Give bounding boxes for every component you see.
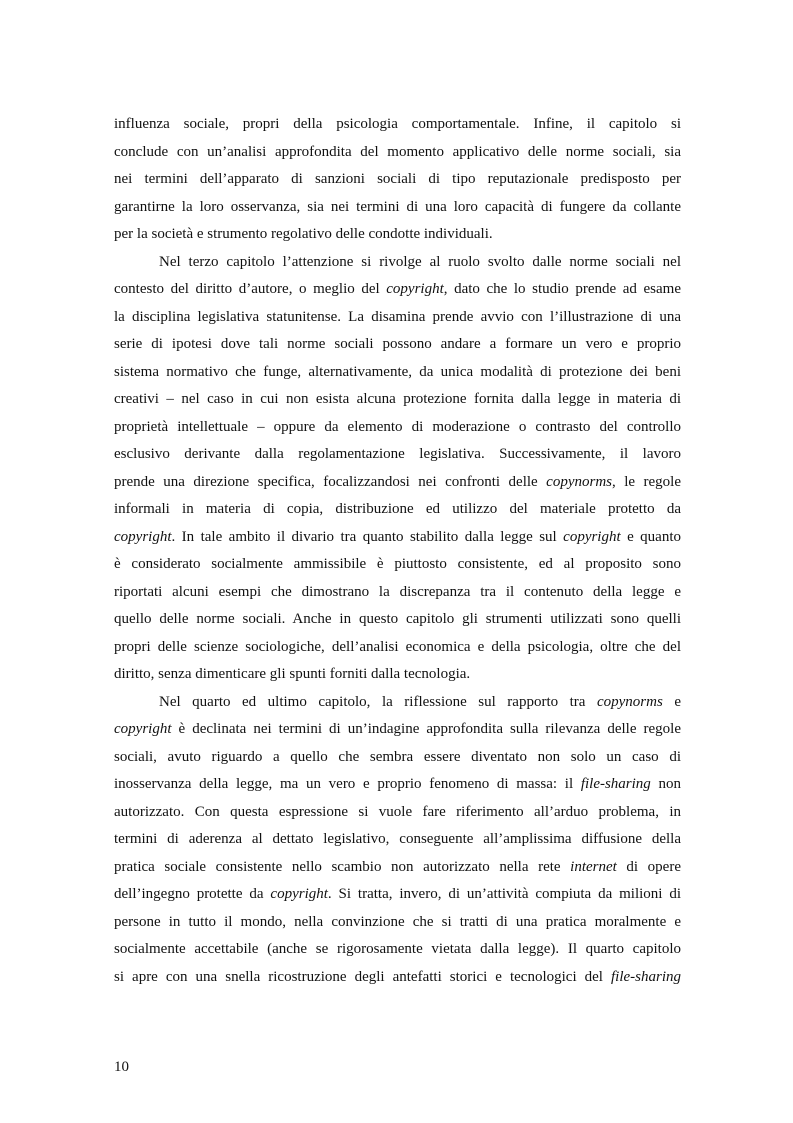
page-number: 10 [114, 1059, 129, 1075]
text-run: . Si tratta, invero, di un’attività compiuta da milioni di [327, 886, 681, 902]
text-run: è declinata nei termini di un’indagine approfondita sulla rilevanza delle regole [171, 721, 681, 737]
text-line [114, 689, 681, 717]
text-line [114, 386, 681, 414]
text-run: garantirne la loro osservanza, sia nei termini di una loro capacità di fungere da collante [114, 198, 681, 215]
text-line [114, 441, 681, 469]
text-run: creativi – nel caso in cui non esista alcuna protezione fornita dalla legge in materia di [114, 391, 681, 407]
paragraph [114, 689, 681, 992]
text-line [114, 469, 681, 497]
text-run: socialmente accettabile (anche se rigorosamente vietata dalla legge). Il quarto capitolo [114, 941, 681, 957]
text-line [114, 304, 681, 332]
text-run: di opere [616, 858, 681, 875]
text-run: propri delle scienze sociologiche, dell’analisi economica e della psicologia, oltre che del [114, 638, 681, 655]
text-line [114, 606, 681, 634]
paragraph [114, 111, 681, 249]
text-line [114, 634, 681, 662]
text-run: la disciplina legislativa statunitense. La disamina prende avvio con l’illustrazione di una [114, 308, 681, 325]
text-line [114, 139, 681, 167]
text-line [114, 551, 681, 579]
text-run: , le regole [612, 473, 681, 490]
text-run: Nel terzo capitolo l’attenzione si rivolge al ruolo svolto dalle norme sociali nel [159, 253, 681, 270]
text-line [114, 414, 681, 442]
text-run: contesto del diritto d’autore, o meglio del [114, 281, 387, 297]
text-run: e quanto [620, 528, 681, 545]
text-line [114, 496, 681, 524]
text-run: Nel quarto ed ultimo capitolo, la riflessione sul rapporto tra [159, 693, 597, 710]
paragraph [114, 249, 681, 689]
text-run: autorizzato. Con questa espressione si vuole fare riferimento all’arduo problema, in [114, 803, 681, 820]
text-run: proprietà intellettuale – oppure da elemento di moderazione o contrasto del controllo [114, 418, 681, 435]
text-run: è considerato socialmente ammissibile è piuttosto consistente, ed al proposito sono [114, 556, 681, 572]
text-run: conclude con un’analisi approfondita del momento applicativo delle norme sociali, sia [114, 143, 681, 160]
text-run: persone in tutto il mondo, nella convinzione che si tratti di una pratica moralmente e [114, 913, 681, 930]
text-line [114, 524, 681, 552]
text-line [114, 771, 681, 799]
text-run: si apre con una snella ricostruzione degli antefatti storici e tecnologici del [114, 968, 611, 985]
text-line [114, 799, 681, 827]
text-run: e [662, 693, 681, 710]
text-line [114, 716, 681, 744]
text-run: inosservanza della legge, ma un vero e proprio fenomeno di massa: il [114, 776, 581, 792]
italic-term: file-sharing [580, 776, 651, 792]
text-line [114, 221, 681, 249]
text-line [114, 936, 681, 964]
text-run: per la società e strumento regolativo delle condotte individuali. [114, 226, 493, 242]
text-run: sociali, avuto riguardo a quello che sembra essere diventato non solo un caso di [114, 748, 681, 765]
text-line [114, 826, 681, 854]
text-line [114, 194, 681, 222]
text-run: sistema normativo che funge, alternativamente, da unica modalità di protezione dei beni [114, 363, 681, 380]
italic-term: file-sharing [611, 968, 681, 985]
page-body [114, 111, 681, 991]
italic-term: copyright [114, 721, 172, 737]
text-run: . In tale ambito il divario tra quanto stabilito dalla legge sul [171, 528, 564, 545]
text-run: informali in materia di copia, distribuzione ed utilizzo del materiale protetto da [114, 501, 681, 517]
italic-term: copyright [270, 886, 328, 902]
text-line [114, 964, 681, 992]
text-line [114, 249, 681, 277]
text-run: , dato che lo studio prende ad esame [443, 281, 681, 297]
text-line [114, 579, 681, 607]
text-line [114, 111, 681, 139]
text-run: pratica sociale consistente nello scambio non autorizzato nella rete [114, 858, 571, 875]
text-line [114, 661, 681, 689]
italic-term: copynorms [596, 693, 663, 710]
text-run: quello delle norme sociali. Anche in questo capitolo gli strumenti utilizzati sono quelli [114, 611, 681, 627]
text-line [114, 166, 681, 194]
italic-term: internet [570, 858, 617, 875]
italic-term: copyright [563, 528, 621, 545]
text-run: esclusivo derivante dalla regolamentazione legislativa. Successivamente, il lavoro [114, 446, 681, 462]
text-run: prende una direzione specifica, focalizzandosi nei confronti delle [114, 473, 547, 490]
text-line [114, 854, 681, 882]
text-line [114, 331, 681, 359]
text-line [114, 359, 681, 387]
text-line [114, 276, 681, 304]
text-run: nei termini dell’apparato di sanzioni sociali di tipo reputazionale predisposto per [114, 171, 681, 187]
text-run: non [650, 776, 682, 792]
text-run: influenza sociale, propri della psicologia comportamentale. Infine, il capitolo si [114, 116, 681, 132]
text-line [114, 744, 681, 772]
text-run: riportati alcuni esempi che dimostrano la discrepanza tra il contenuto della legge e [114, 583, 681, 600]
text-run: diritto, senza dimenticare gli spunti forniti dalla tecnologia. [114, 666, 471, 682]
text-line [114, 909, 681, 937]
italic-term: copyright [386, 281, 444, 297]
text-line [114, 881, 681, 909]
text-run: serie di ipotesi dove tali norme sociali possono andare a formare un vero e proprio [114, 336, 681, 352]
text-run: termini di aderenza al dettato legislativo, conseguente all’amplissima diffusione della [114, 831, 681, 847]
text-run: dell’ingegno protette da [114, 886, 271, 902]
italic-term: copyright [114, 528, 172, 545]
italic-term: copynorms [546, 473, 612, 490]
